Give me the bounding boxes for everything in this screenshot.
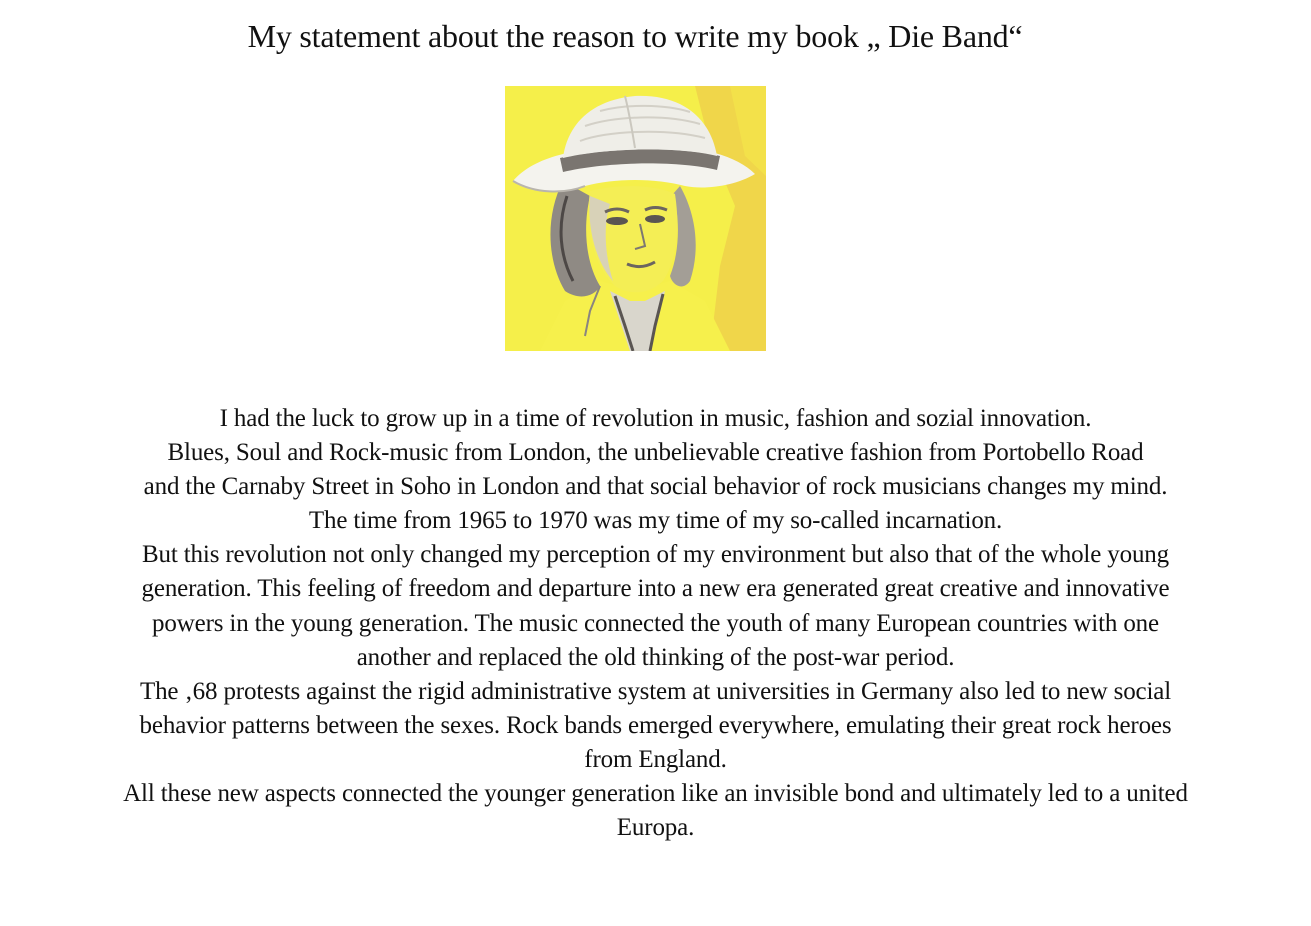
author-portrait-image	[505, 86, 766, 351]
statement-line: Blues, Soul and Rock-music from London, the unbelievable creative fashion from Portobello Road	[167, 439, 1144, 467]
statement-line: another and replaced the old thinking of the post-war period.	[356, 643, 955, 671]
statement-line: The time from 1965 to 1970 was my time of my so-called incarnation.	[308, 507, 1003, 535]
page-title: My statement about the reason to write my book „ Die Band“	[247, 18, 1023, 54]
statement-line: All these new aspects connected the younger generation like an invisible bond and ultimately led to a united	[123, 780, 1188, 808]
statement-line: behavior patterns between the sexes. Rock bands emerged everywhere, emulating their great rock heroes	[139, 711, 1172, 739]
statement-line: But this revolution not only changed my perception of my environment but also that of the whole young	[141, 541, 1170, 569]
statement-line: from England.	[584, 745, 727, 773]
statement-line: and the Carnaby Street in Soho in London and that social behavior of rock musicians changes my mind.	[143, 473, 1168, 501]
statement-line: Europa.	[616, 814, 695, 842]
statement-line: generation. This feeling of freedom and departure into a new era generated great creative and innovative	[141, 575, 1170, 603]
statement-line: I had the luck to grow up in a time of revolution in music, fashion and sozial innovation.	[219, 405, 1092, 432]
statement-line: powers in the young generation. The music connected the youth of many European countries with one	[152, 609, 1159, 637]
statement-text	[0, 402, 1311, 845]
statement-line: The ‚68 protests against the rigid administrative system at universities in Germany also led to new social	[139, 677, 1172, 705]
